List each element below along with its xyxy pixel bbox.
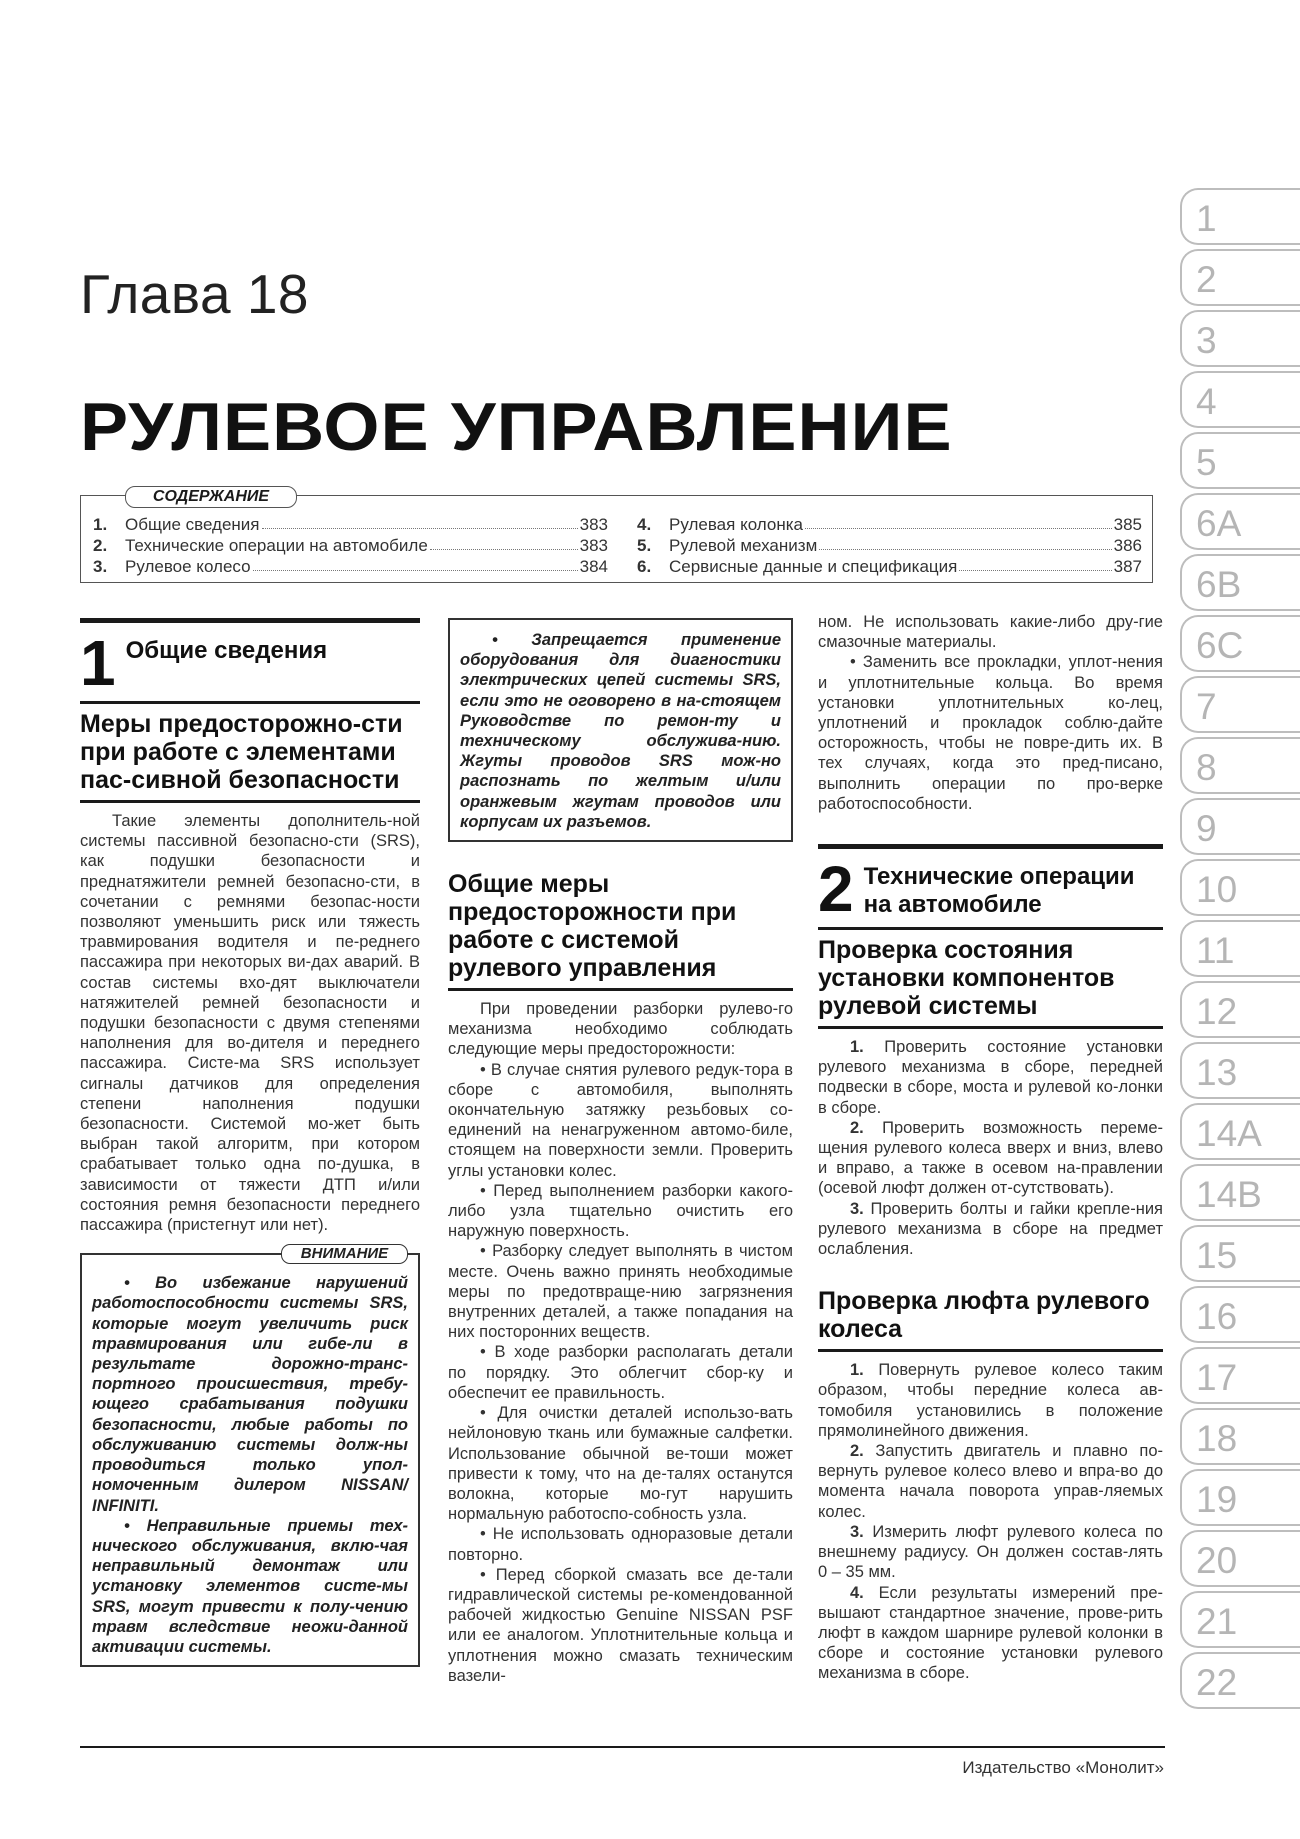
numbered-step xyxy=(818,1583,1163,1684)
chapter-tab-label: 9 xyxy=(1196,808,1217,849)
body-paragraph: Такие элементы дополнитель-ной системы пассивной безопасно-сти (SRS), как подушки безопасности и преднатяжители ремней безопасно-сти, в сочетании с ремнями безопас-ности позволяют уменьшить риск или тяжесть травмирования водителя и пе-реднего пассажира при некоторых ви-дах аварий. В состав системы вхо-дят выключатели натяжителей ремней безопасности и подушки безопасности с двумя степенями наполнения для во-дителя и переднего пассажира. Систе-ма SRS использует сигналы датчиков для определения степени наполнения подушки безопасности. Системой мо-жет быть выбран такой алгоритм, при котором срабатывает только одна по-душка, в зависимости от тяжести ДТП и/или состояния ремня безопасности переднего пассажира (пристегнут или нет). xyxy=(80,812,420,1235)
subsection-title: Проверка люфта рулевого колеса xyxy=(818,1281,1163,1352)
chapter-tab-label: 5 xyxy=(1196,442,1217,483)
toc-title: СОДЕРЖАНИЕ xyxy=(125,486,297,508)
chapter-tab[interactable] xyxy=(1180,432,1300,489)
chapter-tab-label: 4 xyxy=(1196,381,1217,422)
step-number: 3. xyxy=(850,1522,864,1541)
chapter-tab-label: 15 xyxy=(1196,1235,1238,1276)
chapter-tab[interactable] xyxy=(1180,859,1300,916)
toc-entry[interactable] xyxy=(93,514,608,535)
toc-leader xyxy=(253,556,578,571)
step-text: Проверить болты и гайки крепле-ния рулевого механизма в сборе на предмет ослабления. xyxy=(818,1199,1163,1259)
step-text: Если результаты измерений пре-вышают стандартное значение, прове-рить люфт в каждом шарнире рулевой колонки в сборе и состояние установки рулевого механизма в сборе. xyxy=(818,1583,1163,1683)
chapter-label: Глава 18 xyxy=(80,263,310,325)
toc-entry-text: Рулевая колонка xyxy=(669,515,803,534)
chapter-tab[interactable] xyxy=(1180,371,1300,428)
warning-item: • Неправильные приемы тех-нического обслуживания, вклю-чая неправильный демонтаж или установку элементов систе-мы SRS, могут привести к полу-чению травм вследствие неожи-данной активации системы. xyxy=(92,1516,408,1656)
toc-entry-number: 3. xyxy=(93,557,108,576)
chapter-tab-label: 6C xyxy=(1196,625,1244,666)
step-number: 1. xyxy=(850,1361,864,1380)
toc-entry-text: Рулевое колесо xyxy=(125,557,251,576)
toc-entry-number: 5. xyxy=(637,536,652,555)
step-number: 3. xyxy=(850,1199,864,1218)
toc-entry[interactable] xyxy=(637,535,1142,556)
table-of-contents xyxy=(80,488,1153,583)
toc-column-right xyxy=(637,514,1142,577)
toc-entry-number: 1. xyxy=(93,515,108,534)
section-number: 2 xyxy=(818,853,854,926)
step-number: 4. xyxy=(850,1583,864,1602)
chapter-tab-label: 6A xyxy=(1196,503,1242,544)
chapter-tab-label: 12 xyxy=(1196,991,1238,1032)
chapter-tab-label: 19 xyxy=(1196,1479,1238,1520)
chapter-tab[interactable] xyxy=(1180,798,1300,855)
body-paragraph: • Не использовать одноразовые детали повторно. xyxy=(448,1525,793,1564)
chapter-title: РУЛЕВОЕ УПРАВЛЕНИЕ xyxy=(80,389,953,465)
section-title: Общие сведения xyxy=(125,637,328,664)
step-text: Повернуть рулевое колесо таким образом, чтобы передние колеса ав-томобиля установились в положение прямолинейного движения. xyxy=(818,1361,1163,1440)
publisher-name: Издательство «Монолит» xyxy=(962,1758,1164,1777)
toc-entry-page: 387 xyxy=(1113,557,1142,576)
chapter-tab[interactable] xyxy=(1180,1042,1300,1099)
warning-label: ВНИМАНИЕ xyxy=(281,1244,408,1264)
toc-leader xyxy=(819,535,1111,550)
chapter-tab[interactable] xyxy=(1180,249,1300,306)
chapter-tab-label: 6B xyxy=(1196,564,1242,605)
chapter-tab[interactable] xyxy=(1180,1591,1300,1648)
chapter-tab[interactable] xyxy=(1180,1225,1300,1282)
step-text: Проверить состояние установки рулевого механизма в сборе, передней подвески в сборе, моста и рулевой ко-лонки в сборе. xyxy=(818,1038,1164,1117)
section-2-heading xyxy=(818,849,1163,927)
numbered-step xyxy=(818,1522,1163,1583)
chapter-tab-label: 13 xyxy=(1196,1052,1238,1093)
step-number: 2. xyxy=(850,1442,864,1461)
subsection-title: Проверка состояния установки компонентов рулевой системы xyxy=(818,930,1163,1029)
column-3 xyxy=(818,612,1163,1684)
chapter-tab-label: 18 xyxy=(1196,1418,1238,1459)
warning-item: • Во избежание нарушений работоспособности системы SRS, которые могут увеличить риск травмирования или гибе-ли в результате дорожно-транс-портного происшествия, требу-ющего срабатывания подушки безопасности, любые работы по обслуживанию системы долж-ны проводиться только упол-номоченным дилером NISSAN/ INFINITI. xyxy=(92,1274,408,1515)
chapter-tab-label: 10 xyxy=(1196,869,1238,910)
toc-entry[interactable] xyxy=(637,556,1142,577)
chapter-tab[interactable] xyxy=(1180,615,1300,672)
subsection-title: Меры предосторожно-сти при работе с элементами пас-сивной безопасности xyxy=(80,704,420,803)
body-paragraph: • В ходе разборки располагать детали по порядку. Это облегчит сбор-ку и обеспечит ее правильность. xyxy=(448,1343,793,1402)
column-2 xyxy=(448,618,793,1686)
chapter-tab[interactable] xyxy=(1180,1164,1300,1221)
chapter-tab[interactable] xyxy=(1180,1530,1300,1587)
body-paragraph: • Заменить все прокладки, уплот-нения и уплотнительные кольца. Во время установки уплотнительных ко-лец, уплотнений и прокладок соблю-дайте осторожность, чтобы не повре-дить их. В тех случаях, когда это пред-писано, выполнить операции по про-верке работоспособности. xyxy=(818,653,1163,813)
toc-entry-text: Общие сведения xyxy=(125,515,260,534)
chapter-tab-label: 2 xyxy=(1196,259,1217,300)
chapter-tab[interactable] xyxy=(1180,1408,1300,1465)
footer-rule xyxy=(80,1746,1165,1748)
toc-entry-page: 383 xyxy=(579,515,608,534)
chapter-tab[interactable] xyxy=(1180,188,1300,245)
numbered-step xyxy=(818,1441,1163,1522)
chapter-tab[interactable] xyxy=(1180,1347,1300,1404)
step-text: Проверить возможность переме-щения рулевого колеса вверх и вниз, влево и вправо, а также в осевом на-правлении (осевой люфт должен от-сутствовать). xyxy=(818,1118,1163,1198)
numbered-step xyxy=(818,1360,1163,1441)
step-number: 1. xyxy=(850,1038,864,1057)
body-paragraph: При проведении разборки рулево-го механизма необходимо соблюдать следующие меры предосторожности: xyxy=(448,1000,793,1059)
notice-box xyxy=(448,618,793,842)
body-paragraph: • В случае снятия рулевого редук-тора в сборе с автомобиля, выполнять окончательную затяжку резьбовых со-единений на ненагруженном автомо-биле, стоящем на поверхности земли. Проверить углы установки колес. xyxy=(448,1060,793,1180)
chapter-tab[interactable] xyxy=(1180,554,1300,611)
toc-entry-page: 386 xyxy=(1113,536,1142,555)
chapter-tab-label: 22 xyxy=(1196,1662,1238,1703)
body-paragraph: • Для очистки деталей использо-вать нейлоновую ткань или бумажные салфетки. Использование обычной ве-тоши может привести к тому, что на де-талях останутся волокна, которые мо-гут нарушить нормальную работоспо-собность узла. xyxy=(448,1404,793,1524)
chapter-tabs xyxy=(1180,188,1300,1713)
toc-entry-page: 384 xyxy=(579,557,608,576)
section-1-heading xyxy=(80,623,420,701)
toc-leader xyxy=(430,535,578,550)
body-paragraph: • Перед выполнением разборки какого-либо узла тщательно очистить его наружную поверхность. xyxy=(448,1181,793,1241)
chapter-tab-label: 17 xyxy=(1196,1357,1238,1398)
section-title: Технические операции на автомобиле xyxy=(863,863,1135,919)
notice-text: • Запрещается применение оборудования для диагностики электрических цепей системы SRS, если это не оговорено в на-стоящем Руководстве по ремон-ту и техническому обслужива-нию. Жгуты проводов SRS мож-но распознать по желтым и/или оранжевым жгутам проводов или корпусам их разъемов. xyxy=(460,631,781,831)
column-1 xyxy=(80,618,420,1667)
toc-column-left xyxy=(93,514,608,577)
chapter-tab[interactable] xyxy=(1180,1103,1300,1160)
chapter-tab[interactable] xyxy=(1180,493,1300,550)
numbered-step xyxy=(818,1118,1163,1199)
numbered-step xyxy=(818,1199,1163,1260)
section-number: 1 xyxy=(80,627,116,699)
step-text: Измерить люфт рулевого колеса по внешнему радиусу. Он должен состав-лять 0 – 35 мм. xyxy=(818,1522,1163,1582)
toc-entry-text: Сервисные данные и спецификация xyxy=(669,557,958,576)
body-paragraph: ном. Не использовать какие-либо дру-гие смазочные материалы. xyxy=(818,613,1163,652)
chapter-tab-label: 14B xyxy=(1196,1174,1262,1215)
chapter-tab[interactable] xyxy=(1180,1286,1300,1343)
chapter-tab[interactable] xyxy=(1180,737,1300,794)
body-paragraph: • Разборку следует выполнять в чистом месте. Очень важно принять необходимые меры по предотвраще-нию загрязнения внутренних деталей, а также попадания на них посторонних веществ. xyxy=(448,1242,793,1342)
chapter-tab-label: 7 xyxy=(1196,686,1217,727)
toc-entry-text: Технические операции на автомобиле xyxy=(125,536,428,555)
chapter-tab-label: 14A xyxy=(1196,1113,1262,1154)
subsection-title: Общие меры предосторожности при работе с системой рулевого управления xyxy=(448,864,793,991)
chapter-tab[interactable] xyxy=(1180,981,1300,1038)
toc-entry-text: Рулевой механизм xyxy=(669,536,818,555)
step-text: Запустить двигатель и плавно по-вернуть рулевое колесо влево и впра-во до момента начала поворота управ-ляемых колес. xyxy=(818,1442,1164,1521)
toc-entry-number: 6. xyxy=(637,557,652,576)
toc-entry-number: 2. xyxy=(93,536,108,555)
body-paragraph: • Перед сборкой смазать все де-тали гидравлической системы ре-комендованной рабочей жидкостью Genuine NISSAN PSF или ее аналогом. Уплотнительные кольца и уплотнения можно смазать техническим вазели- xyxy=(448,1565,793,1685)
chapter-tab-label: 11 xyxy=(1196,930,1235,971)
chapter-tab-label: 20 xyxy=(1196,1540,1238,1581)
chapter-tab-label: 8 xyxy=(1196,747,1217,788)
numbered-step xyxy=(818,1037,1163,1118)
chapter-tab[interactable] xyxy=(1180,1469,1300,1526)
toc-leader xyxy=(262,514,578,529)
toc-entry[interactable] xyxy=(93,556,608,577)
chapter-tab[interactable] xyxy=(1180,920,1300,977)
chapter-tab-label: 1 xyxy=(1196,198,1217,239)
toc-entry-number: 4. xyxy=(637,515,652,534)
toc-leader xyxy=(805,514,1112,529)
warning-box xyxy=(80,1245,420,1667)
toc-entry-page: 383 xyxy=(579,536,608,555)
step-number: 2. xyxy=(850,1118,864,1137)
chapter-tab[interactable] xyxy=(1180,676,1300,733)
chapter-tab-label: 21 xyxy=(1196,1601,1238,1642)
chapter-tab-label: 16 xyxy=(1196,1296,1238,1337)
toc-entry[interactable] xyxy=(93,535,608,556)
toc-entry-page: 385 xyxy=(1113,515,1142,534)
chapter-tab-label: 3 xyxy=(1196,320,1217,361)
chapter-tab[interactable] xyxy=(1180,1652,1300,1709)
toc-leader xyxy=(959,556,1111,571)
toc-entry[interactable] xyxy=(637,514,1142,535)
chapter-tab[interactable] xyxy=(1180,310,1300,367)
